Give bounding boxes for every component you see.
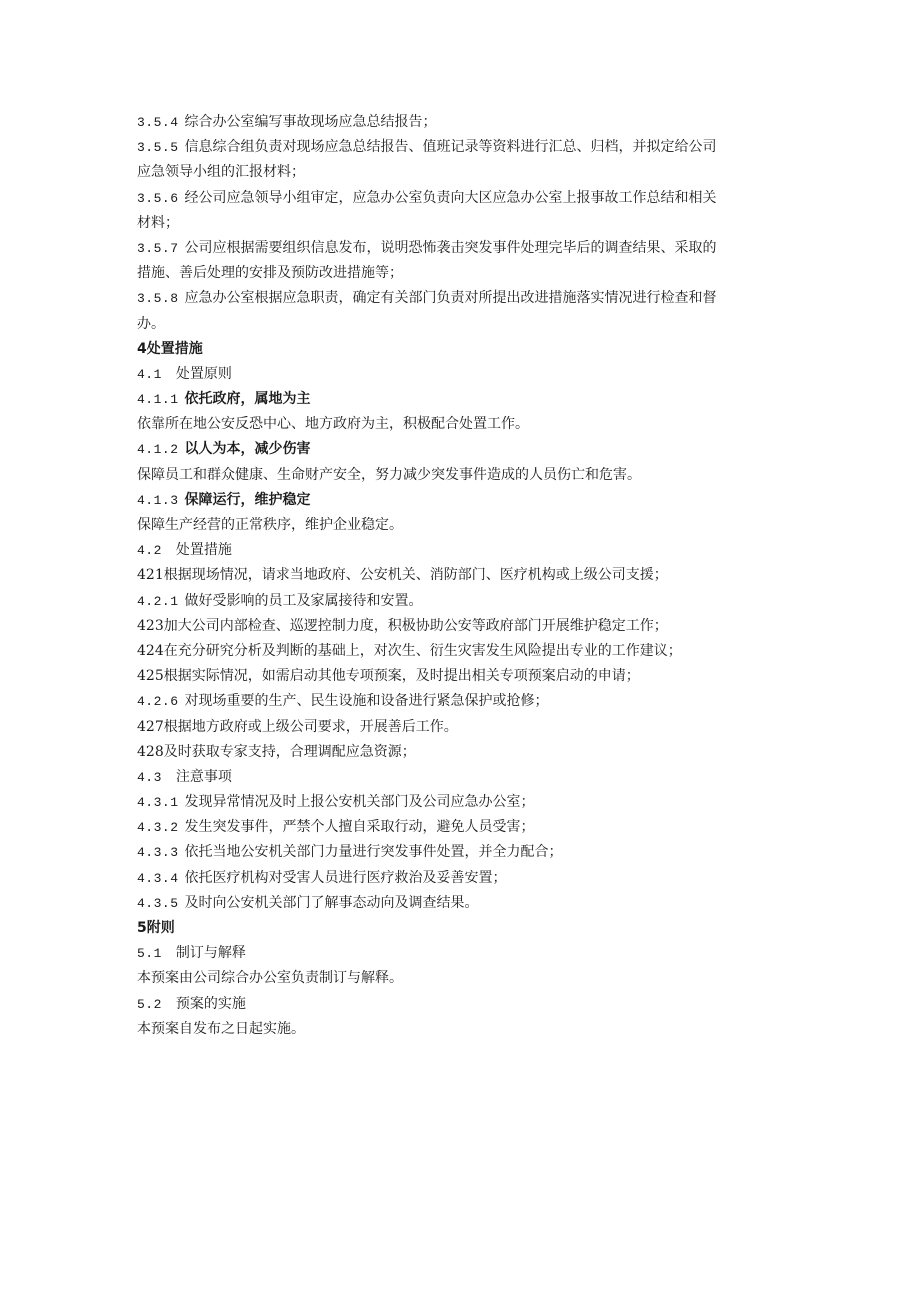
clause-text: 信息综合组负责对现场应急总结报告、值班记录等资料进行汇总、归档，并拟定给公司 — [184, 139, 717, 156]
clause-number: 5.1 — [137, 946, 162, 962]
line-3-5-7 — [137, 236, 777, 261]
clause-text: 424在充分研究分析及判断的基础上，对次生、衍生灾害发生风险提出专业的工作建议； — [137, 642, 682, 659]
line-3-5-8 — [137, 286, 777, 311]
line-4-1-1-body — [137, 412, 777, 437]
clause-number: 4.3.3 — [137, 845, 179, 861]
clause-number: 5.2 — [137, 996, 162, 1012]
clause-text: 428及时获取专家支持，合理调配应急资源； — [137, 743, 416, 760]
line-4-1-2 — [137, 437, 777, 462]
line-3-5-5-cont — [137, 160, 777, 185]
clause-number: 3.5.7 — [137, 240, 179, 256]
line-5-1-body — [137, 966, 777, 991]
clause-text: 427根据地方政府或上级公司要求，开展善后工作。 — [137, 718, 458, 735]
clause-number: 4.2 — [137, 543, 162, 559]
clause-text: 依托医疗机构对受害人员进行医疗救治及妥善安置； — [184, 869, 507, 886]
section-heading-4: 4处置措施 — [137, 340, 203, 357]
clause-number: 4.1 — [137, 366, 162, 382]
line-3-5-4 — [137, 110, 777, 135]
clause-text: 依靠所在地公安反恐中心、地方政府为主，积极配合处置工作。 — [137, 416, 529, 433]
clause-text: 421根据现场情况，请求当地政府、公安机关、消防部门、医疗机构或上级公司支援； — [137, 567, 668, 584]
clause-number: 4.3.5 — [137, 895, 179, 911]
clause-text: 423加大公司内部检查、巡逻控制力度，积极协助公安等政府部门开展维护稳定工作； — [137, 617, 668, 634]
line-4-1-3 — [137, 488, 777, 513]
clause-text: 处置措施 — [175, 542, 232, 559]
clause-number: 4.3.2 — [137, 820, 179, 836]
clause-number: 4.3.1 — [137, 795, 179, 811]
clause-number: 3.5.6 — [137, 190, 179, 206]
clause-text: 依托当地公安机关部门力量进行突发事件处置，并全力配合； — [184, 844, 563, 861]
clause-text: 公司应根据需要组织信息发布，说明恐怖袭击突发事件处理完毕后的调查结果、采取的 — [184, 239, 717, 256]
line-4-1 — [137, 362, 777, 387]
clause-text: 注意事项 — [175, 768, 232, 785]
clause-number: 4.2.6 — [137, 694, 179, 710]
line-3-5-8-cont — [137, 312, 777, 337]
clause-text: 措施、善后处理的安排及预防改进措施等； — [137, 265, 403, 282]
clause-text: 应急领导小组的汇报材料； — [137, 164, 305, 181]
line-4-3 — [137, 765, 777, 790]
line-423 — [137, 614, 777, 639]
clause-text: 发现异常情况及时上报公安机关部门及公司应急办公室； — [184, 794, 535, 811]
clause-text: 处置原则 — [175, 365, 232, 382]
line-4-2 — [137, 538, 777, 563]
line-3-5-5 — [137, 135, 777, 160]
line-4-3-2 — [137, 815, 777, 840]
clause-number: 3.5.5 — [137, 140, 179, 156]
clause-title: 依托政府，属地为主 — [184, 391, 311, 408]
clause-text: 制订与解释 — [175, 945, 246, 962]
line-3-5-6 — [137, 186, 777, 211]
line-4-3-3 — [137, 840, 777, 865]
section-heading-5: 5附则 — [137, 920, 175, 936]
clause-text: 保障生产经营的正常秩序，维护企业稳定。 — [137, 517, 403, 533]
line-424 — [137, 639, 777, 664]
clause-title: 以人为本，减少伤害 — [184, 441, 311, 458]
clause-number: 3.5.4 — [137, 115, 179, 130]
line-428 — [137, 740, 777, 765]
clause-number: 3.5.8 — [137, 291, 179, 307]
clause-number: 4.3 — [137, 769, 162, 785]
line-4-3-1 — [137, 790, 777, 815]
clause-text: 预案的实施 — [175, 995, 246, 1012]
clause-text: 办。 — [137, 315, 165, 332]
line-4-1-3-body — [137, 513, 777, 538]
line-4-2-6 — [137, 689, 777, 714]
clause-number: 4.1.2 — [137, 442, 179, 458]
clause-title: 保障运行，维护稳定 — [184, 491, 311, 508]
line-4-1-2-body — [137, 463, 777, 488]
line-4-3-4 — [137, 866, 777, 891]
line-5-1 — [137, 941, 777, 966]
line-427 — [137, 715, 777, 740]
clause-number: 4.1.1 — [137, 392, 179, 408]
line-4-1-1 — [137, 387, 777, 412]
clause-text: 本预案由公司综合办公室负责制订与解释。 — [137, 970, 403, 987]
clause-text: 材料； — [137, 214, 179, 231]
clause-text: 经公司应急领导小组审定，应急办公室负责向大区应急办公室上报事故工作总结和相关 — [184, 189, 717, 206]
document-page — [137, 110, 777, 1042]
clause-text: 对现场重要的生产、民生设施和设备进行紧急保护或抢修； — [184, 693, 549, 710]
clause-text: 综合办公室编写事故现场应急总结报告； — [184, 114, 437, 130]
clause-text: 本预案自发布之日起实施。 — [137, 1020, 305, 1037]
clause-text: 及时向公安机关部门了解事态动向及调查结果。 — [184, 894, 479, 911]
clause-text: 做好受影响的员工及家属接待和安置。 — [184, 592, 423, 609]
line-3-5-7-cont — [137, 261, 777, 286]
clause-number: 4.3.4 — [137, 870, 179, 886]
clause-number: 4.2.1 — [137, 593, 179, 609]
line-4-2-1 — [137, 589, 777, 614]
line-3-5-6-cont — [137, 211, 777, 236]
clause-text: 应急办公室根据应急职责，确定有关部门负责对所提出改进措施落实情况进行检查和督 — [184, 290, 717, 307]
line-425 — [137, 664, 777, 689]
line-5-2-body — [137, 1017, 777, 1042]
clause-text: 425根据实际情况，如需启动其他专项预案，及时提出相关专项预案启动的申请； — [137, 668, 640, 685]
line-5-2 — [137, 992, 777, 1017]
clause-text: 发生突发事件，严禁个人擅自采取行动，避免人员受害； — [184, 819, 535, 836]
clause-number: 4.1.3 — [137, 492, 179, 508]
line-4-3-5 — [137, 891, 777, 916]
clause-text: 保障员工和群众健康、生命财产安全，努力减少突发事件造成的人员伤亡和危害。 — [137, 466, 641, 483]
line-421 — [137, 563, 777, 588]
